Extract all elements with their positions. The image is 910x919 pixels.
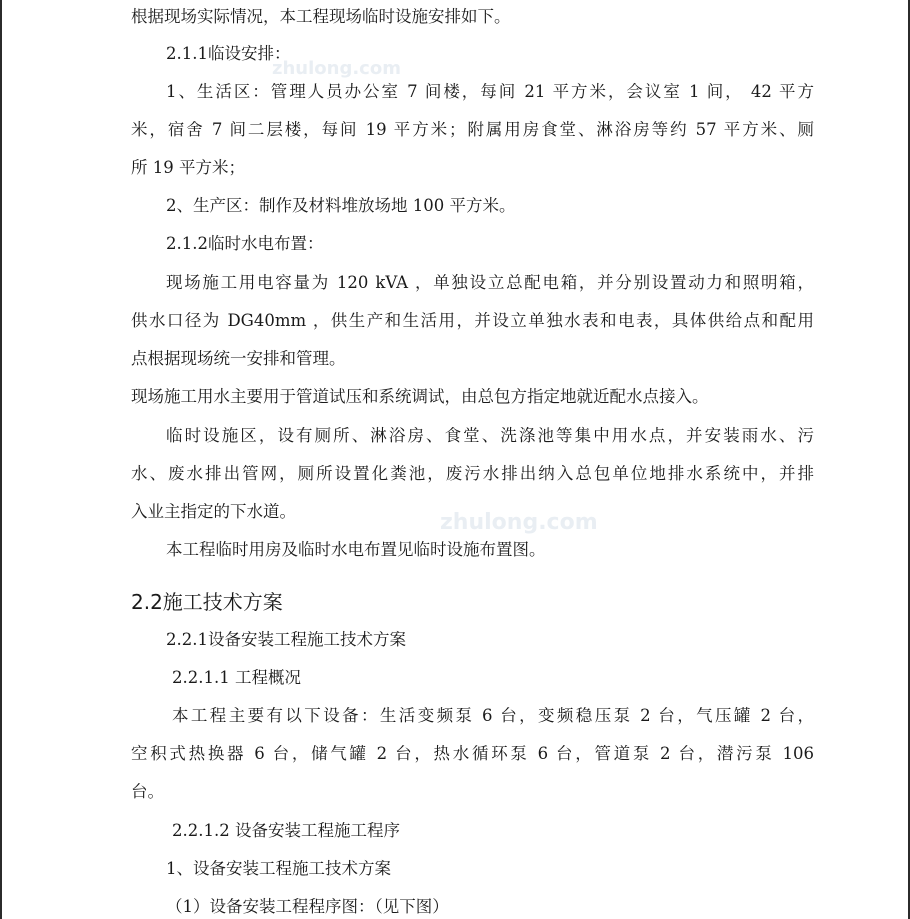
text-line-1: 根据现场实际情况，本工程现场临时设施安排如下。 bbox=[131, 7, 511, 26]
text-line-13: 水、废水排出管网，厕所设置化粪池，废污水排出纳入总包单位地排水系统中，并排 bbox=[131, 464, 814, 483]
text-line-5: 所 19 平方米； bbox=[131, 158, 245, 177]
text-line-8: 现场施工用电容量为 120 kVA ，单独设立总配电箱，并分别设置动力和照明箱， bbox=[166, 273, 814, 292]
text-line-6: 2、生产区：制作及材料堆放场地 100 平方米。 bbox=[166, 196, 516, 215]
text-line-2: 2.1.1临设安排： bbox=[166, 44, 291, 63]
watermark-top: zhulong.com bbox=[272, 58, 401, 79]
subsection-heading-2-2-1-1: 2.2.1.1 工程概况 bbox=[172, 668, 301, 687]
text-line-23: 1、设备安装工程施工技术方案 bbox=[166, 859, 391, 878]
text-line-11: 现场施工用水主要用于管道试压和系统调试，由总包方指定地就近配水点接入。 bbox=[131, 387, 709, 406]
text-line-4: 米，宿舍 7 间二层楼，每间 19 平方米；附属用房食堂、淋浴房等约 57 平方米、厕 bbox=[131, 120, 814, 139]
section-heading-2-2: 2.2施工技术方案 bbox=[131, 590, 283, 614]
text-line-15: 本工程临时用房及临时水电布置见临时设施布置图。 bbox=[166, 540, 546, 559]
text-line-24: （1）设备安装工程程序图：（见下图） bbox=[166, 897, 449, 916]
text-line-12: 临时设施区，设有厕所、淋浴房、食堂、洗涤池等集中用水点，并安装雨水、污 bbox=[166, 426, 814, 445]
text-line-7: 2.1.2临时水电布置： bbox=[166, 234, 324, 253]
text-line-19: 本工程主要有以下设备：生活变频泵 6 台，变频稳压泵 2 台，气压罐 2 台， bbox=[172, 706, 814, 725]
text-line-20: 空积式热换器 6 台，储气罐 2 台，热水循环泵 6 台，管道泵 2 台，潜污泵 106 bbox=[131, 744, 814, 763]
text-line-10: 点根据现场统一安排和管理。 bbox=[131, 349, 346, 368]
subsection-heading-2-2-1-2: 2.2.1.2 设备安装工程施工程序 bbox=[172, 821, 400, 840]
watermark-middle: zhulong.com bbox=[440, 510, 598, 535]
text-line-3: 1、生活区：管理人员办公室 7 间楼，每间 21 平方米，会议室 1 间， 42 平方 bbox=[166, 82, 814, 101]
subsection-heading-2-2-1: 2.2.1设备安装工程施工技术方案 bbox=[166, 630, 406, 649]
text-line-21: 台。 bbox=[131, 782, 164, 801]
text-line-14: 入业主指定的下水道。 bbox=[131, 502, 296, 521]
text-line-9: 供水口径为 DG40mm ，供生产和生活用，并设立单独水表和电表，具体供给点和配用 bbox=[131, 311, 814, 330]
page-left-border bbox=[0, 0, 2, 919]
